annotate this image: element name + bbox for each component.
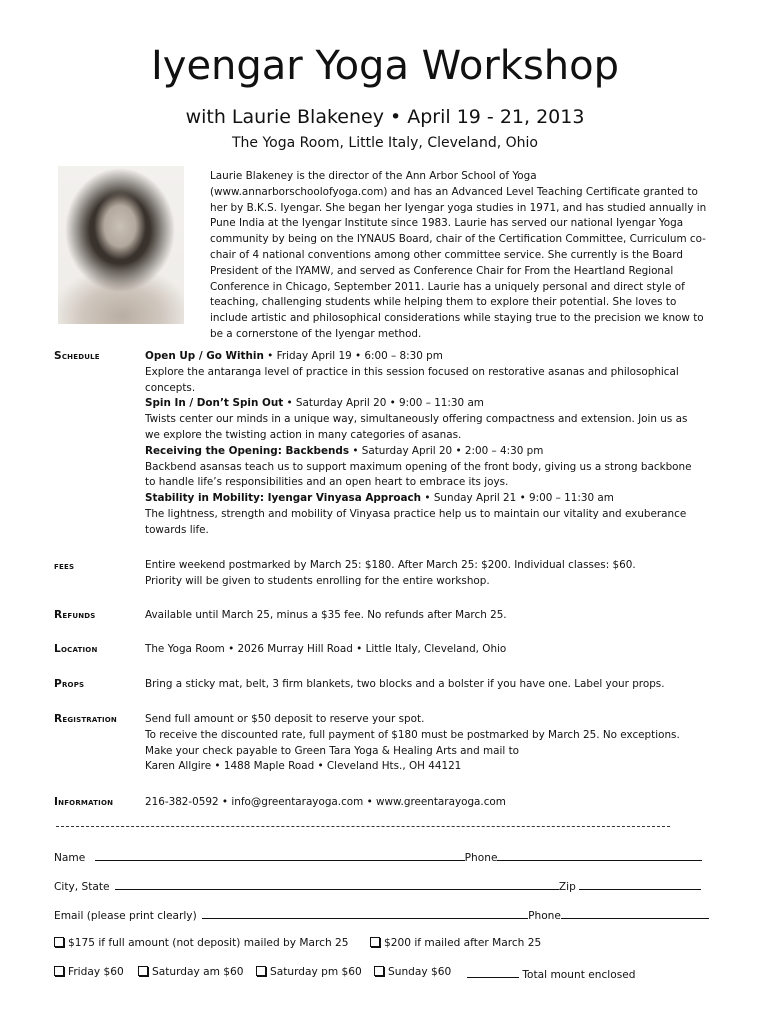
registration-line-3: Make your check payable to Green Tara Yoga & Healing Arts and mail to — [145, 744, 520, 757]
session-2-desc: Twists center our minds in a unique way, simultaneously offering compactness and extension. Join us as we explore the twisting action in many categories of asanas. — [145, 413, 688, 441]
session-1-desc: Explore the antaranga level of practice in this session focused on restorative asanas and philosophical concepts. — [145, 365, 679, 394]
total-field[interactable] — [467, 966, 519, 978]
checkbox-icon[interactable] — [370, 937, 380, 947]
registration-line-1: Send full amount or $50 deposit to reserve your spot. — [145, 713, 425, 725]
fees-line-2: Priority will be given to students enrolling for the entire workshop. — [145, 574, 490, 587]
option-friday-label: Friday $60 — [68, 966, 124, 978]
option-friday[interactable] — [54, 966, 124, 978]
city-state-label: City, State — [54, 881, 110, 893]
registration-line-2: To receive the discounted rate, full payment of $180 must be postmarked by March 25. No exceptions. — [145, 728, 680, 741]
session-2 — [145, 396, 705, 412]
session-3-when: • Saturday April 20 • 2:00 – 4:30 pm — [349, 444, 544, 457]
session-3-desc: Backbend asansas teach us to support maximum opening of the front body, giving us a strong backbone to handle life’s responsibilities and an open heart to embrace its joys. — [145, 460, 692, 489]
option-saturday-pm-label: Saturday pm $60 — [270, 966, 362, 978]
information-label: Information — [54, 796, 114, 808]
page-subtitle: with Laurie Blakeney • April 19 - 21, 2013 — [185, 106, 585, 128]
checkbox-icon[interactable] — [54, 937, 64, 947]
session-1-when: • Friday April 19 • 6:00 – 8:30 pm — [263, 350, 443, 362]
cut-line-divider — [56, 826, 670, 827]
location-label: Location — [54, 643, 98, 655]
checkbox-icon[interactable] — [256, 966, 266, 976]
session-4-desc: The lightness, strength and mobility of Vinyasa practice help us to maintain our vitality and exuberance towards life. — [145, 507, 687, 536]
zip-field[interactable] — [579, 878, 701, 890]
option-after-march[interactable] — [370, 937, 541, 949]
registration-section — [145, 712, 705, 775]
session-2-title: Spin In / Don’t Spin Out — [145, 397, 284, 410]
session-1 — [145, 349, 705, 365]
fees-label: fees — [54, 560, 75, 572]
form-row-city — [54, 878, 701, 895]
instructor-bio — [210, 169, 715, 343]
instructor-photo — [58, 166, 184, 324]
option-after-march-label: $200 if mailed after March 25 — [384, 937, 542, 949]
props-label: Props — [54, 678, 85, 690]
phone2-label: Phone — [528, 910, 561, 922]
session-4-when: • Sunday April 21 • 9:00 – 11:30 am — [421, 492, 614, 505]
email-label: Email (please print clearly) — [54, 910, 197, 922]
refunds-label: Refunds — [54, 609, 96, 621]
session-3 — [145, 444, 705, 460]
name-label: Name — [54, 852, 86, 864]
page-title: Iyengar Yoga Workshop — [150, 43, 620, 89]
option-saturday-pm[interactable] — [256, 966, 362, 978]
registration-label: Registration — [54, 713, 117, 725]
option-sunday-label: Sunday $60 — [388, 966, 452, 978]
phone2-field[interactable] — [561, 907, 709, 919]
fees-line-1: Entire weekend postmarked by March 25: $180. After March 25: $200. Individual classes: $60. — [145, 559, 636, 571]
option-saturday-am-label: Saturday am $60 — [152, 966, 244, 978]
zip-label: Zip — [558, 881, 576, 893]
city-state-field[interactable] — [115, 878, 559, 890]
form-row-email — [54, 907, 709, 924]
session-4-title: Stability in Mobility: Iyengar Vinyasa Approach — [145, 492, 422, 505]
email-field[interactable] — [202, 907, 528, 919]
refunds-text: Available until March 25, minus a $35 fee. No refunds after March 25. — [145, 609, 507, 621]
location-text: The Yoga Room • 2026 Murray Hill Road • Little Italy, Cleveland, Ohio — [145, 643, 507, 655]
option-sunday[interactable] — [374, 966, 451, 978]
information-text: 216-382-0592 • info@greentarayoga.com • www.greentarayoga.com — [145, 796, 506, 808]
bio-text: Laurie Blakeney is the director of the Ann Arbor School of Yoga (www.annarborschoolofyoga.com) and has an Advanced Level Teaching Certificate granted to her by B.K.S. Iyengar. She began her Iyengar yoga studies in 1971, and has studied annually in Pune India at the Iyengar Institute since 1983. Laurie has served our national Iyengar Yoga community by being on the IYNAUS Board, chair of the Certification Committee, Curriculum co-chair of 4 national conventions among other committee service. She currently is the Board President of the IYAMW, and served as Conference Chair for From the Heartland Regional Conference in Chicago, September 2011. Laurie has a uniquely personal and direct style of teaching, challenging students while helping them to explore their potential. She loves to include artistic and philosophical considerations while staying true to the precision we know to be a cornerstone of the Iyengar method. — [210, 170, 707, 340]
option-full-amount[interactable] — [54, 937, 349, 949]
checkbox-icon[interactable] — [54, 966, 64, 976]
session-3-title: Receiving the Opening: Backbends — [145, 444, 350, 457]
total-label: Total mount enclosed — [522, 969, 636, 981]
venue-line: The Yoga Room, Little Italy, Cleveland, Ohio — [232, 135, 538, 151]
schedule-label: Schedule — [54, 350, 100, 362]
session-4 — [145, 491, 705, 507]
session-2-when: • Saturday April 20 • 9:00 – 11:30 am — [283, 397, 484, 410]
session-1-title: Open Up / Go Within — [145, 350, 264, 362]
option-saturday-am[interactable] — [138, 966, 244, 978]
phone-field[interactable] — [497, 849, 702, 861]
props-text: Bring a sticky mat, belt, 3 firm blankets, two blocks and a bolster if you have one. Label your props. — [145, 678, 665, 690]
form-row-name — [54, 849, 702, 866]
total-enclosed — [467, 966, 635, 981]
registration-line-4: Karen Allgire • 1488 Maple Road • Cleveland Hts., OH 44121 — [145, 760, 462, 773]
fees-section — [145, 558, 705, 590]
schedule-section — [145, 349, 705, 539]
phone-label: Phone — [464, 852, 498, 864]
checkbox-icon[interactable] — [138, 966, 148, 976]
checkbox-icon[interactable] — [374, 966, 384, 976]
option-full-amount-label: $175 if full amount (not deposit) mailed by March 25 — [68, 937, 349, 949]
name-field[interactable] — [95, 849, 465, 861]
